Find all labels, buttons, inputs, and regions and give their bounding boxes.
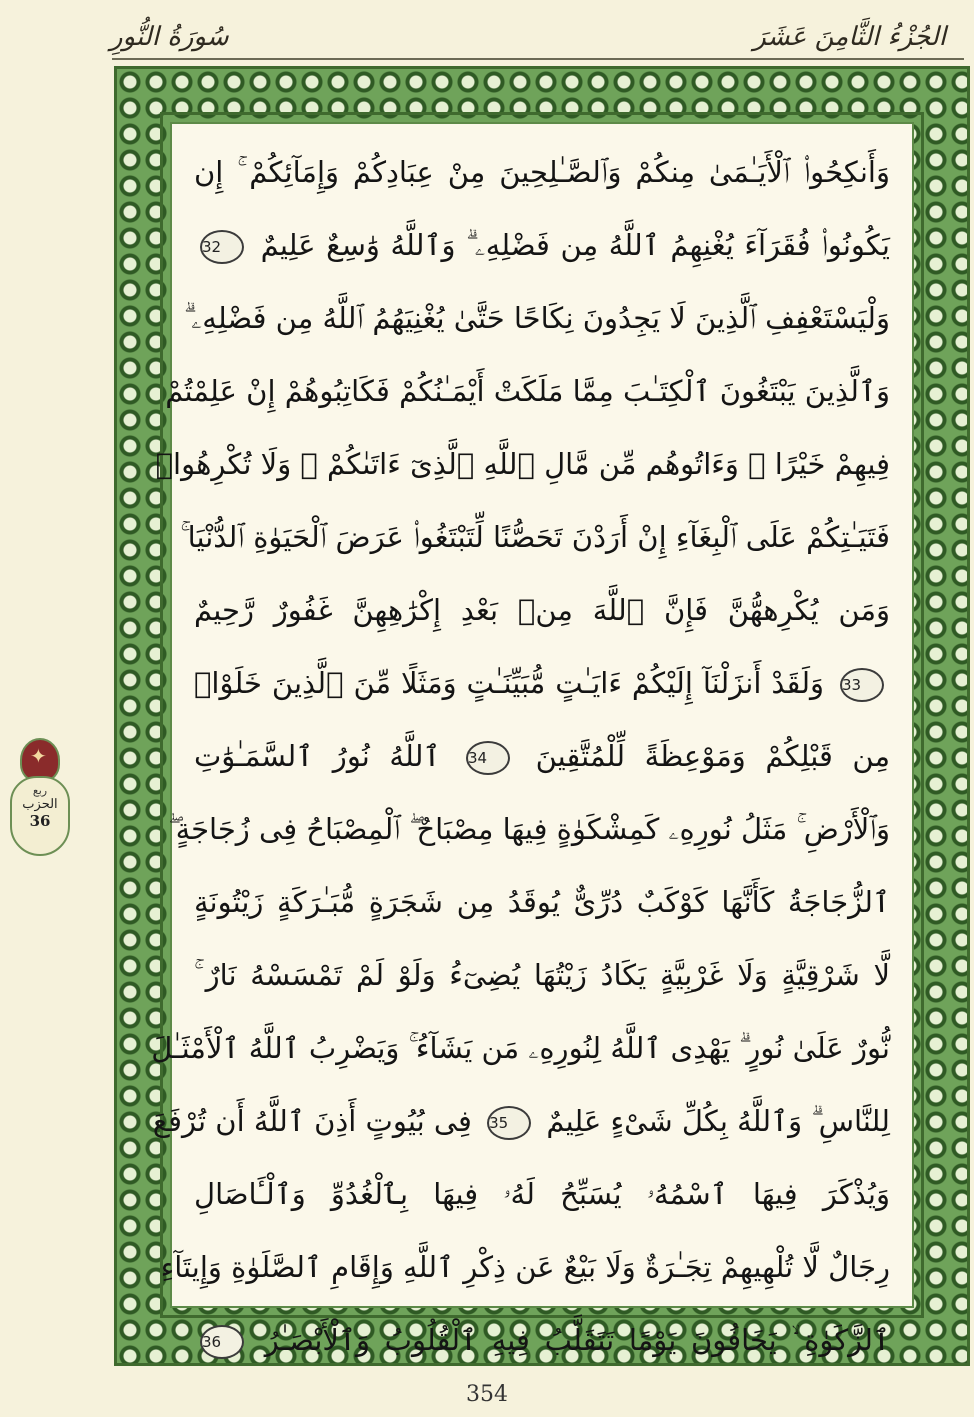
ayah-text: نُّورٌ عَلَىٰ نُورٍ ۗ يَهْدِى ٱللَّهُ لِنُورِهِۦ مَن يَشَآءُ ۚ وَيَضْرِبُ ٱللَّهُ ٱلْأَمْثَـٰلَ [151,1031,890,1065]
ayah-text: وَمَن يُكْرِههُّنَّ فَإِنَّ ٱللَّهَ مِنۢ بَعْدِ إِكْرَٰهِهِنَّ غَفُورٌ رَّحِيمٌ [194,593,890,627]
hizb-rub-label: ربع [32,784,48,797]
hizb-number: 36 [29,812,51,830]
ayah-line [194,720,890,793]
ayah-line [194,939,890,1012]
ayah-text: مِن قَبْلِكُمْ وَمَوْعِظَةً لِّلْمُتَّقِينَ [535,739,891,773]
ayah-line [194,1158,890,1231]
ayah-line [194,136,890,209]
ayah-text: ٱلزُّجَاجَةُ كَأَنَّهَا كَوْكَبٌ دُرِّىٌّ يُوقَدُ مِن شَجَرَةٍ مُّبَـٰرَكَةٍ زَيْتُونَةٍ [194,885,890,919]
ayah-line [194,209,890,282]
ayah-line [160,1231,890,1304]
header-divider [112,58,964,60]
ayah-line [194,647,890,720]
ayah-line [194,1304,890,1377]
ayah-text: يَكُونُوا۟ فُقَرَآءَ يُغْنِهِمُ ٱللَّهُ مِن فَضْلِهِۦ ۗ وَٱللَّهُ وَٰسِعٌ عَلِيمٌ [260,228,891,262]
ayah-text: ٱلزَّكَوٰةِ ۙ يَخَافُونَ يَوْمًا تَتَقَلَّبُ فِيهِ ٱلْقُلُوبُ وَٱلْأَبْصَـٰرُ [264,1323,890,1357]
ayah-line [168,793,890,866]
ayah-text: وَٱلْأَرْضِ ۚ مَثَلُ نُورِهِۦ كَمِشْكَوٰةٍ فِيهَا مِصْبَاحٌ ۖ ٱلْمِصْبَاحُ فِى زُجَاجَةٍ ۖ [168,812,890,846]
ayah-line [180,501,890,574]
hizb-body [10,776,70,856]
ayah-text: وَيُذْكَرَ فِيهَا ٱسْمُهُۥ يُسَبِّحُ لَهُۥ فِيهَا بِٱلْغُدُوِّ وَٱلْـَٔاصَالِ [194,1177,890,1211]
ayah-text: وَلْيَسْتَعْفِفِ ٱلَّذِينَ لَا يَجِدُونَ نِكَاحًا حَتَّىٰ يُغْنِيَهُمُ ٱللَّهُ مِن فَضْلِهِۦ ۗ [184,301,890,335]
ayah-line [184,282,890,355]
ayah-number-marker: 33 [840,668,884,702]
ayah-text: ٱللَّهُ نُورُ ٱلسَّمَـٰوَٰتِ [194,739,441,773]
ayah-text: فَتَيَـٰتِكُمْ عَلَى ٱلْبِغَآءِ إِنْ أَرَدْنَ تَحَصُّنًا لِّتَبْتَغُوا۟ عَرَضَ ٱلْحَيَوٰةِ ٱلدُّنْيَا ۚ [180,520,890,554]
ayah-text: لَّا شَرْقِيَّةٍ وَلَا غَرْبِيَّةٍ يَكَادُ زَيْتُهَا يُضِىٓءُ وَلَوْ لَمْ تَمْسَسْهُ نَارٌ ۚ [194,958,890,992]
hizb-medallion [6,738,70,856]
ayah-number-marker: 34 [466,741,510,775]
ayah-text: وَأَنكِحُوا۟ ٱلْأَيَـٰمَىٰ مِنكُمْ وَٱلصَّـٰلِحِينَ مِنْ عِبَادِكُمْ وَإِمَآئِكُمْ ۚ إِن [194,155,890,189]
ayah-text: وَلَقَدْ أَنزَلْنَآ إِلَيْكُمْ ءَايَـٰتٍ مُّبَيِّنَـٰتٍ وَمَثَلًا مِّنَ ٱلَّذِينَ خَلَوْا۟ [194,666,825,700]
ayah-line [152,1085,890,1158]
ayah-line [151,1012,890,1085]
juz-title: الجُزْءُ الثَّامِنَ عَشَرَ [753,22,946,52]
quran-text-panel [151,122,914,1357]
ayah-number-marker: 32 [200,230,244,264]
ayah-number-marker: 36 [200,1325,244,1359]
ayah-lines [151,136,891,1377]
ayah-text: فِى بُيُوتٍ أَذِنَ ٱللَّهُ أَن تُرْفَعَ [152,1104,472,1138]
ayah-text: لِلنَّاسِ ۗ وَٱللَّهُ بِكُلِّ شَىْءٍ عَلِيمٌ [546,1104,890,1138]
page-number: 354 [466,1382,508,1407]
surah-title: سُورَةُ النُّورِ [110,22,229,52]
ayah-line [155,428,890,501]
ayah-number-marker: 35 [487,1106,531,1140]
ayah-line [194,866,890,939]
ayah-line [194,574,890,647]
ayah-text: وَٱلَّذِينَ يَبْتَغُونَ ٱلْكِتَـٰبَ مِمَّا مَلَكَتْ أَيْمَـٰنُكُمْ فَكَاتِبُوهُمْ إِنْ عَلِمْتُمْ [165,374,890,408]
hizb-star-icon: ✦ [30,744,47,768]
ayah-text: فِيهِمْ خَيْرًا ۖ وَءَاتُوهُم مِّن مَّالِ ٱللَّهِ ٱلَّذِىٓ ءَاتَىٰكُمْ ۚ وَلَا تُكْرِهُوا۟ [155,447,890,481]
ayah-line [165,355,890,428]
hizb-label: الحزب [22,797,58,812]
ayah-text: رِجَالٌ لَّا تُلْهِيهِمْ تِجَـٰرَةٌ وَلَا بَيْعٌ عَن ذِكْرِ ٱللَّهِ وَإِقَامِ ٱلصَّلَوٰةِ وَإِيتَآءِ [160,1250,890,1284]
